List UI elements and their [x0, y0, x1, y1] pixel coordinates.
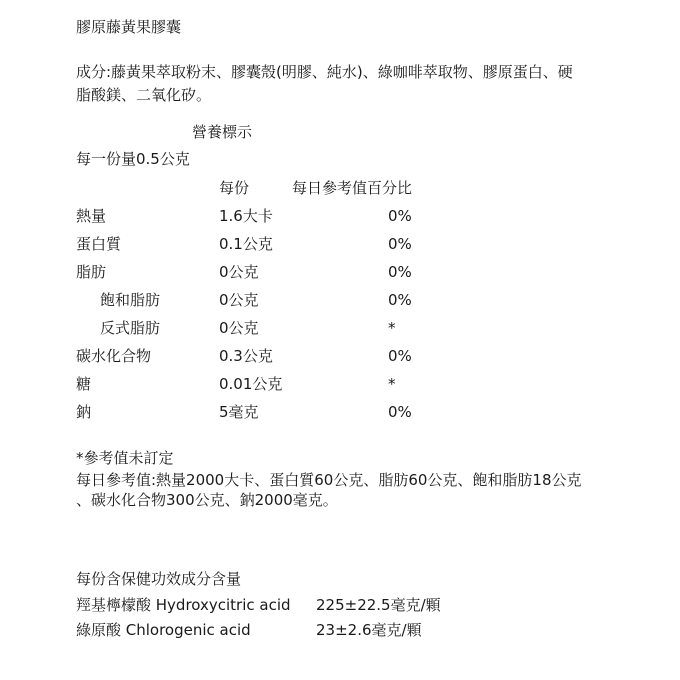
nutrition-row-sodium	[0, 398, 680, 426]
nutrient-amount: 0.1公克	[219, 235, 273, 253]
nutrient-dv: *	[388, 375, 396, 393]
functional-ingredients-title: 每份含保健功效成分含量	[76, 570, 242, 588]
nutrition-row-carbohydrate	[0, 342, 680, 370]
header-per-serving: 每份	[219, 179, 250, 197]
nutrient-dv: 0%	[388, 207, 412, 225]
nutrient-dv: 0%	[388, 291, 412, 309]
functional-item-value: 23±2.6毫克/顆	[316, 621, 422, 639]
nutrient-amount: 1.6大卡	[219, 207, 273, 225]
nutrient-amount: 0公克	[219, 263, 259, 281]
ingredients-line-2: 脂酸鎂、二氧化矽。	[76, 86, 212, 104]
nutrition-row-saturated-fat	[0, 286, 680, 314]
nutrient-dv: 0%	[388, 347, 412, 365]
nutrient-name: 反式脂肪	[100, 319, 161, 337]
nutrient-amount: 5毫克	[219, 403, 259, 421]
header-daily-value: 每日參考值百分比	[292, 179, 413, 197]
serving-size: 每一份量0.5公克	[76, 150, 190, 168]
nutrient-name: 蛋白質	[76, 235, 122, 253]
nutrition-row-fat	[0, 258, 680, 286]
footnote-not-set: *參考值未訂定	[76, 449, 174, 467]
nutrient-name: 熱量	[76, 207, 107, 225]
ingredients-line-1: 成分:藤黃果萃取粉末、膠囊殼(明膠、純水)、綠咖啡萃取物、膠原蛋白、硬	[76, 63, 573, 81]
nutrient-amount: 0公克	[219, 319, 259, 337]
nutrient-name: 鈉	[76, 403, 92, 421]
nutrient-dv: 0%	[388, 235, 412, 253]
nutrition-row-protein	[0, 230, 680, 258]
nutrition-row-sugar	[0, 370, 680, 398]
nutrient-name: 糖	[76, 375, 92, 393]
footnote-reference-line-1: 每日參考值:熱量2000大卡、蛋白質60公克、脂肪60公克、飽和脂肪18公克	[76, 471, 582, 489]
nutrient-name: 脂肪	[76, 263, 107, 281]
nutrient-amount: 0公克	[219, 291, 259, 309]
nutrient-amount: 0.01公克	[219, 375, 283, 393]
functional-item-chlorogenic	[0, 620, 680, 644]
nutrient-name: 飽和脂肪	[100, 291, 161, 309]
functional-item-name: 羥基檸檬酸 Hydroxycitric acid	[76, 596, 291, 614]
functional-item-name: 綠原酸 Chlorogenic acid	[76, 621, 251, 639]
nutrient-name: 碳水化合物	[76, 347, 152, 365]
functional-item-value: 225±22.5毫克/顆	[316, 596, 441, 614]
nutrient-amount: 0.3公克	[219, 347, 273, 365]
nutrient-dv: 0%	[388, 403, 412, 421]
nutrition-row-trans-fat	[0, 314, 680, 342]
nutrition-title: 營養標示	[192, 123, 253, 141]
product-title: 膠原藤黃果膠囊	[76, 18, 182, 36]
nutrient-dv: 0%	[388, 263, 412, 281]
nutrition-row-calories	[0, 202, 680, 230]
functional-item-hydroxycitric	[0, 595, 680, 619]
footnote-reference-line-2: 、碳水化合物300公克、鈉2000毫克。	[76, 491, 338, 509]
nutrient-dv: *	[388, 319, 396, 337]
